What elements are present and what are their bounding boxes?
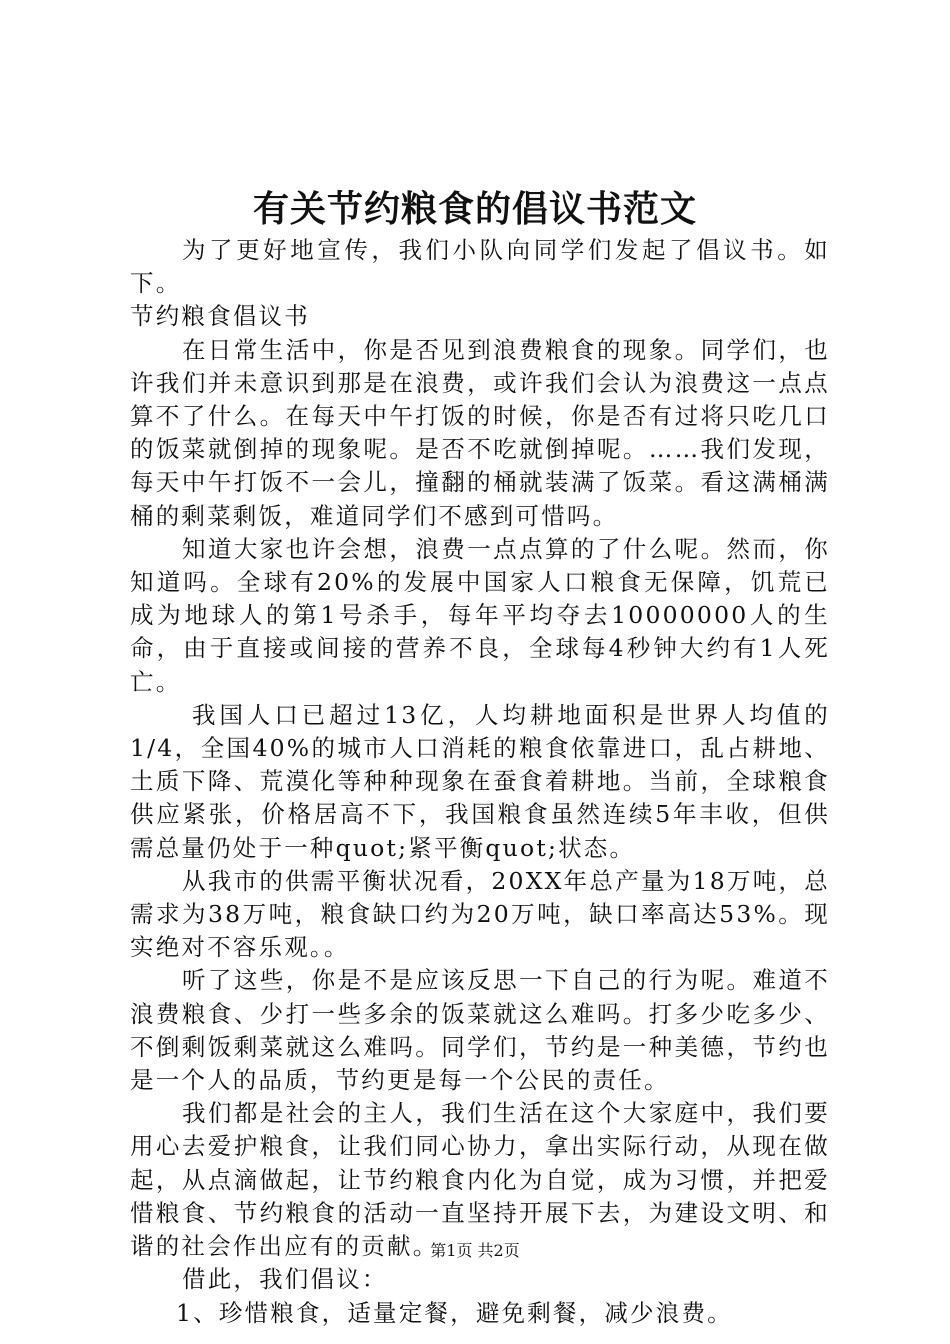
proposal-item-1: 1、珍惜粮食，适量定餐，避免剩餐，减少浪费。 [176,1298,733,1327]
paragraph-city-facts: 从我市的供需平衡状况看，20XX年总产量为18万吨，总需求为38万吨，粮食缺口约为20万吨，缺口率高达53%。现实绝对不容乐观。。 [130,866,830,962]
paragraph-reflection: 听了这些，你是不是应该反思一下自己的行为呢。难道不浪费粮食、少打一些多余的饭菜就这么难吗。打多少吃多少、不倒剩饭剩菜就这么难吗。同学们，节约是一种美德，节约也是一个人的品质，节约更是每一个公民的责任。 [130,966,830,1095]
paragraph-call-to-action: 我们都是社会的主人，我们生活在这个大家庭中，我们要用心去爱护粮食，让我们同心协力，拿出实际行动，从现在做起，从点滴做起，让节约粮食内化为自觉，成为习惯，并把爱惜粮食、节约粮食的活动一直坚持开展下去，为建设文明、和谐的社会作出应有的贡献。 [130,1099,830,1261]
paragraph-national-facts: 我国人口已超过13亿，人均耕地面积是世界人均值的1/4，全国40%的城市人口消耗的粮食依靠进口，乱占耕地、土质下降、荒漠化等种种现象在蚕食着耕地。当前，全球粮食供应紧张，价格居高不下，我国粮食虽然连续5年丰收，但供需总量仍处于一种quot;紧平衡quot;状态。 [130,700,830,862]
paragraph-subtitle: 节约粮食倡议书 [130,302,310,331]
page-indicator: 第1页 共2页 [430,1241,520,1260]
document-title: 有关节约粮食的倡议书范文 [252,188,697,230]
document-body [130,234,830,1330]
paragraph-global-facts: 知道大家也许会想，浪费一点点算的了什么呢。然而，你知道吗。全球有20%的发展中国家人口粮食无保障，饥荒已成为地球人的第1号杀手，每年平均夺去10000000人的生命，由于直接或间接的营养不良，全球每4秒钟大约有1人死亡。 [130,534,830,696]
paragraph-proposal-intro: 借此，我们倡议： [182,1265,388,1294]
paragraph-daily-life: 在日常生活中，你是否见到浪费粮食的现象。同学们，也许我们并未意识到那是在浪费，或许我们会认为浪费这一点点算不了什么。在每天中午打饭的时候，你是否有过将只吃几口的饭菜就倒掉的现象呢。是否不吃就倒掉呢。……我们发现，每天中午打饭不一会儿，撞翻的桶就装满了饭菜。看这满桶满桶的剩菜剩饭，难道同学们不感到可惜吗。 [130,335,830,530]
paragraph-intro: 为了更好地宣传，我们小队向同学们发起了倡议书。如下。 [130,236,830,298]
